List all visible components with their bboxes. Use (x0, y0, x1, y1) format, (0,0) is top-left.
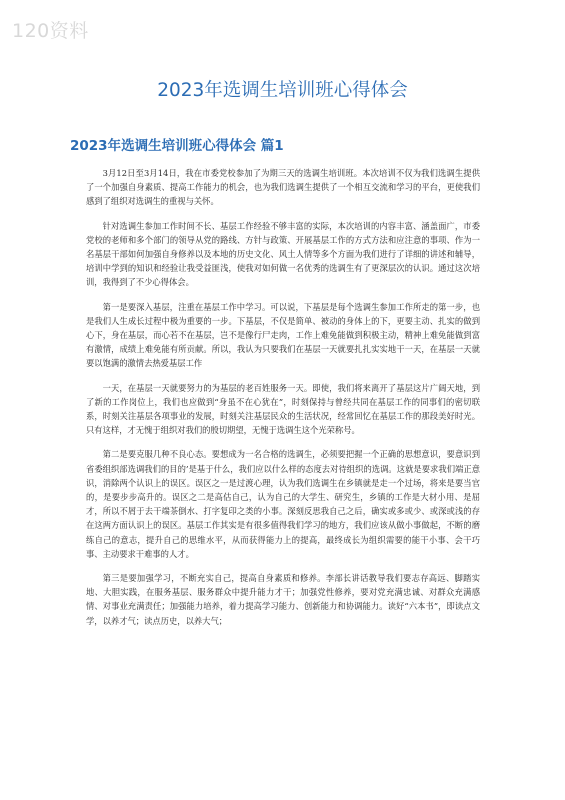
document-body (86, 166, 480, 638)
watermark-logo: 120资料 (12, 20, 89, 42)
paragraph-6: 第三是要加强学习，不断充实自己，提高自身素质和修养。李部长讲话教导我们要志存高远、脚踏实地、大胆实践，在服务基层、服务群众中提升能力才干；加强党性修养，要对党充满忠诚、对群众充满感情、对事业充满责任；加强能力培养，着力提高学习能力、创新能力和协调能力。读好“六本书”，即读点文学，以养才气；读点历史，以养大气； (86, 573, 480, 626)
paragraph-3: 第一是要深入基层，注重在基层工作中学习。可以说，下基层是每个选调生参加工作所走的第一步，也是我们人生成长过程中极为重要的一步。下基层，不仅是简单、被动的身体上的下，更要主动、扎实的做到心下，身在基层，而心若不在基层，岂不是像行尸走肉，工作上难免能做到积极主动，精神上难免能做到富有激情，成绩上难免能有所贡献。所以，我认为只要我们在基层一天就要扎扎实实地干一天，在基层一天就要以饱满的激情去热爱基层工作 (86, 301, 480, 369)
paragraph-1: 3月12日至3月14日，我在市委党校参加了为期三天的选调生培训班。本次培训不仅为我们选调生提供了一个加强自身素质、提高工作能力的机会，也为我们选调生提供了一个相互交流和学习的平台，更使我们感到了组织对选调生的重视与关怀。 (86, 168, 480, 207)
paragraph-5: 第二是要克服几种不良心态。要想成为一名合格的选调生，必须要把握一个正确的思想意识，要意识到省委组织部选调我们的目的’是基于什么，我们应以什么样的态度去对待组织的选调。这就是要求我们端正意识，消除两个认识上的误区。误区之一是过渡心理，认为我们选调生在乡镇就是走一个过场，将来是要当官的，是要步步高升的。误区之二是高估自己，认为自己的大学生、研究生，乡镇的工作是大材小用、是屈才，所以不屑于去干端茶倒水、打字复印之类的小事。深刻反思我自己之后，确实或多或少、或深或浅的存在这两方面认识上的误区。基层工作其实是有很多值得我们学习的地方，我们应该从做小事做起，不断的磨练自己的意志，提升自己的思维水平，从而获得能力上的提高，最终成长为组织需要的能干小事、会干巧事、主动要求干难事的人才。 (86, 449, 480, 559)
section-title: 2023年选调生培训班心得体会 篇1 (70, 138, 284, 154)
paragraph-2: 针对选调生参加工作时间不长、基层工作经验不够丰富的实际，本次培训的内容丰富、涵盖面广，市委党校的老师和多个部门的领导从党的路线、方针与政策、开展基层工作的方式方法和应注意的事项、作为一名基层干部如何加强自身修养以及本地的历史文化、风土人情等多个方面为我们进行了详细的讲述和辅导，培训中学到的知识和经验让我受益匪浅，使我对如何做一名优秀的选调生有了更深层次的认识。通过这次培训，我得到了不少心得体会。 (86, 220, 480, 288)
paragraph-4: 一天，在基层一天就要努力的为基层的老百姓服务一天。即使，我们将来离开了基层这片广阔天地，到了新的工作岗位上，我们也应做到“身虽不在心犹在”，时刻保持与曾经共同在基层工作的同事们的密切联系，时刻关注基层各项事业的发展，时刻关注基层民众的生活状况，经常回忆在基层工作的那段美好时光。只有这样，才无愧于组织对我们的殷切期望，无愧于选调生这个光荣称号。 (86, 382, 480, 436)
document-title: 2023年选调生培训班心得体会 (157, 80, 408, 101)
